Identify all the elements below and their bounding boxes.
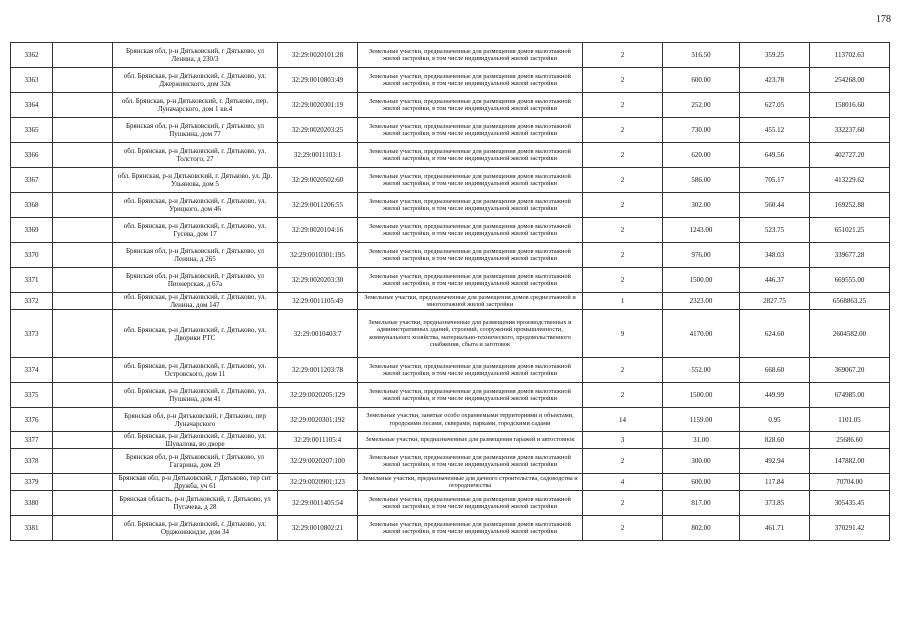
group-cell: 3 (583, 432, 663, 449)
address-cell: Брянская область, р-н Дятьковский, г. Дятьково, ул Пугачева, д 28 (113, 491, 278, 516)
group-cell: 2 (583, 43, 663, 68)
table-row (11, 310, 890, 358)
area-cell: 802.00 (663, 516, 740, 541)
table-row (11, 358, 890, 383)
row-number-cell: 3373 (11, 310, 53, 358)
group-cell: 2 (583, 491, 663, 516)
table-row (11, 168, 890, 193)
area-cell: 2323.00 (663, 293, 740, 310)
group-cell: 2 (583, 93, 663, 118)
cadastral-value-cell: 113702.63 (810, 43, 890, 68)
group-cell: 2 (583, 358, 663, 383)
land-use-cell: Земельные участки, предназначенные для размещения производственных и административных зданий, строений, сооружений промышленности, коммунального хозяйства, материально-технического, продовольственного снабжения, сбыта и заготовок (358, 310, 583, 358)
table-row (11, 118, 890, 143)
cadastral-value-cell: 669555.00 (810, 268, 890, 293)
specific-value-cell: 705.17 (740, 168, 810, 193)
cadastral-number-cell: 32:29:0011105:4 (278, 432, 358, 449)
area-cell: 600.00 (663, 474, 740, 491)
cadastral-value-cell: 2604582.00 (810, 310, 890, 358)
row-number-cell: 3380 (11, 491, 53, 516)
page-number: 178 (876, 14, 891, 25)
specific-value-cell: 449.99 (740, 383, 810, 408)
cadastral-value-cell: 254268.00 (810, 68, 890, 93)
table-row (11, 193, 890, 218)
address-cell: обл. Брянская, р-н Дятьковский, г. Дятьково, ул. Гусева, дом 17 (113, 218, 278, 243)
address-cell: обл. Брянская, р-н Дятьковский, г. Дятьково, ул. Урицкого, дом 46 (113, 193, 278, 218)
cadastral-number-cell: 32:29:0011103:1 (278, 143, 358, 168)
cadastral-number-cell: 32:29:0020203:30 (278, 268, 358, 293)
row-number-cell: 3379 (11, 474, 53, 491)
land-use-cell: Земельные участки, предназначенные для размещения гаражей и автостоянок (358, 432, 583, 449)
address-cell: Брянская обл, р-н Дятьковский, г Дятьково, ул Гагарина, дом 29 (113, 449, 278, 474)
specific-value-cell: 492.94 (740, 449, 810, 474)
land-use-cell: Земельные участки, предназначенные для дачного строительства, садоводства и огородничества (358, 474, 583, 491)
address-cell: Брянская обл, р-н Дятьковский, г Дятьково, ул Ленина, д 265 (113, 243, 278, 268)
specific-value-cell: 2827.75 (740, 293, 810, 310)
row-number-cell: 3381 (11, 516, 53, 541)
land-use-cell: Земельные участки, предназначенные для размещения домов малоэтажной жилой застройки, в том числе индивидуальной жилой застройки (358, 93, 583, 118)
area-cell: 552.00 (663, 358, 740, 383)
cadastral-value-cell: 369067.20 (810, 358, 890, 383)
blank-cell (53, 383, 113, 408)
address-cell: Брянская обл, р-н Дятьковский, г Дятьково, тер снт Дружба, уч 61 (113, 474, 278, 491)
land-use-cell: Земельные участки, занятые особо охраняемыми территориями и объектами, городскими лесами, скверами, парками, городскими садами (358, 408, 583, 432)
table-row (11, 432, 890, 449)
table-row (11, 516, 890, 541)
row-number-cell: 3367 (11, 168, 53, 193)
blank-cell (53, 358, 113, 383)
area-cell: 586.00 (663, 168, 740, 193)
blank-cell (53, 268, 113, 293)
group-cell: 2 (583, 68, 663, 93)
cadastral-value-cell: 370291.42 (810, 516, 890, 541)
cadastral-number-cell: 32:29:0020301:19 (278, 93, 358, 118)
blank-cell (53, 143, 113, 168)
land-registry-table (10, 42, 890, 541)
cadastral-value-cell: 402727.20 (810, 143, 890, 168)
cadastral-value-cell: 305435.45 (810, 491, 890, 516)
cadastral-number-cell: 32:29:0011203:78 (278, 358, 358, 383)
address-cell: обл. Брянская, р-н Дятьковский, г. Дятьково, ул. Шувалова, во дворе (113, 432, 278, 449)
cadastral-number-cell: 32:29:0020502:60 (278, 168, 358, 193)
table-row (11, 491, 890, 516)
cadastral-number-cell: 32:29:0020101:28 (278, 43, 358, 68)
land-use-cell: Земельные участки, предназначенные для размещения домов малоэтажной жилой застройки, в том числе индивидуальной жилой застройки (358, 218, 583, 243)
address-cell: обл. Брянская, р-н Дятьковский, г. Дятьково, ул. Островского, дом 11 (113, 358, 278, 383)
land-use-cell: Земельные участки, предназначенные для размещения домов малоэтажной жилой застройки, в том числе индивидуальной жилой застройки (358, 268, 583, 293)
blank-cell (53, 516, 113, 541)
specific-value-cell: 359.25 (740, 43, 810, 68)
blank-cell (53, 310, 113, 358)
address-cell: обл. Брянская, р-н Дятьковский, г. Дятьково, ул. Орджоникидзе, дом 34 (113, 516, 278, 541)
row-number-cell: 3372 (11, 293, 53, 310)
group-cell: 14 (583, 408, 663, 432)
blank-cell (53, 432, 113, 449)
specific-value-cell: 0.95 (740, 408, 810, 432)
row-number-cell: 3362 (11, 43, 53, 68)
row-number-cell: 3366 (11, 143, 53, 168)
area-cell: 316.50 (663, 43, 740, 68)
row-number-cell: 3370 (11, 243, 53, 268)
table-row (11, 143, 890, 168)
land-use-cell: Земельные участки, предназначенные для размещения домов малоэтажной жилой застройки, в том числе индивидуальной жилой застройки (358, 68, 583, 93)
cadastral-number-cell: 32:29:0020301:192 (278, 408, 358, 432)
row-number-cell: 3375 (11, 383, 53, 408)
row-number-cell: 3369 (11, 218, 53, 243)
table-row (11, 218, 890, 243)
table-row (11, 408, 890, 432)
area-cell: 252.00 (663, 93, 740, 118)
cadastral-value-cell: 158016.60 (810, 93, 890, 118)
land-use-cell: Земельные участки, предназначенные для размещения домов малоэтажной жилой застройки, в том числе индивидуальной жилой застройки (358, 118, 583, 143)
address-cell: обл. Брянская, р-н Дятьковский, г. Дятьково, ул. Ленина, дом 147 (113, 293, 278, 310)
blank-cell (53, 449, 113, 474)
cadastral-value-cell: 332237.60 (810, 118, 890, 143)
land-use-cell: Земельные участки, предназначенные для размещения домов малоэтажной жилой застройки, в том числе индивидуальной жилой застройки (358, 193, 583, 218)
land-use-cell: Земельные участки, предназначенные для размещения домов малоэтажной жилой застройки, в том числе индивидуальной жилой застройки (358, 516, 583, 541)
specific-value-cell: 523.75 (740, 218, 810, 243)
land-use-cell: Земельные участки, предназначенные для размещения домов малоэтажной жилой застройки, в том числе индивидуальной жилой застройки (358, 358, 583, 383)
cadastral-value-cell: 339677.28 (810, 243, 890, 268)
specific-value-cell: 373.85 (740, 491, 810, 516)
cadastral-value-cell: 1101.05 (810, 408, 890, 432)
specific-value-cell: 423.78 (740, 68, 810, 93)
land-use-cell: Земельные участки, предназначенные для размещения домов малоэтажной жилой застройки, в том числе индивидуальной жилой застройки (358, 243, 583, 268)
area-cell: 620.00 (663, 143, 740, 168)
address-cell: обл. Брянская, р-н Дятьковский, г. Дятьково, ул. Пушкина, дом 41 (113, 383, 278, 408)
land-use-cell: Земельные участки, предназначенные для размещения домов малоэтажной жилой застройки, в том числе индивидуальной жилой застройки (358, 168, 583, 193)
group-cell: 2 (583, 218, 663, 243)
specific-value-cell: 828.60 (740, 432, 810, 449)
cadastral-number-cell: 32:29:0020205:129 (278, 383, 358, 408)
land-use-cell: Земельные участки, предназначенные для размещения домов малоэтажной жилой застройки, в том числе индивидуальной жилой застройки (358, 383, 583, 408)
blank-cell (53, 168, 113, 193)
table-row (11, 68, 890, 93)
cadastral-number-cell: 32:29:0010803:49 (278, 68, 358, 93)
specific-value-cell: 668.60 (740, 358, 810, 383)
area-cell: 300.00 (663, 449, 740, 474)
group-cell: 2 (583, 449, 663, 474)
table-row (11, 43, 890, 68)
table-row (11, 383, 890, 408)
specific-value-cell: 624.60 (740, 310, 810, 358)
row-number-cell: 3368 (11, 193, 53, 218)
table-row (11, 293, 890, 310)
group-cell: 2 (583, 168, 663, 193)
table-row (11, 449, 890, 474)
table-row (11, 474, 890, 491)
group-cell: 2 (583, 143, 663, 168)
row-number-cell: 3378 (11, 449, 53, 474)
area-cell: 4170.00 (663, 310, 740, 358)
blank-cell (53, 68, 113, 93)
group-cell: 1 (583, 293, 663, 310)
blank-cell (53, 293, 113, 310)
blank-cell (53, 43, 113, 68)
cadastral-number-cell: 32:29:0020203:25 (278, 118, 358, 143)
cadastral-value-cell: 70704.00 (810, 474, 890, 491)
cadastral-value-cell: 674985.00 (810, 383, 890, 408)
address-cell: обл. Брянская, р-н Дятьковский, г. Дятьково, ул. Джержинского, дом 32в (113, 68, 278, 93)
area-cell: 1500.00 (663, 268, 740, 293)
land-use-cell: Земельные участки, предназначенные для размещения домов малоэтажной жилой застройки, в том числе индивидуальной жилой застройки (358, 491, 583, 516)
group-cell: 2 (583, 383, 663, 408)
address-cell: Брянская обл, р-н Дятьковский, г Дятьково, ул Пушкина, дом 77 (113, 118, 278, 143)
area-cell: 1159.00 (663, 408, 740, 432)
area-cell: 1500.00 (663, 383, 740, 408)
cadastral-value-cell: 25686.60 (810, 432, 890, 449)
address-cell: Брянская обл, р-н Дятьковский, г Дятьково, ул Ленина, д 230/3 (113, 43, 278, 68)
row-number-cell: 3374 (11, 358, 53, 383)
row-number-cell: 3371 (11, 268, 53, 293)
specific-value-cell: 649.56 (740, 143, 810, 168)
land-use-cell: Земельные участки, предназначенные для размещения домов малоэтажной жилой застройки, в том числе индивидуальной жилой застройки (358, 43, 583, 68)
row-number-cell: 3364 (11, 93, 53, 118)
cadastral-value-cell: 413229.62 (810, 168, 890, 193)
cadastral-number-cell: 32:29:0010802:21 (278, 516, 358, 541)
specific-value-cell: 117.84 (740, 474, 810, 491)
cadastral-value-cell: 651021.25 (810, 218, 890, 243)
blank-cell (53, 218, 113, 243)
address-cell: обл. Брянская, р-н Дятьковский, г. Дятьково, ул. Др. Ульянова, дом 5 (113, 168, 278, 193)
address-cell: обл. Брянская, р-н Дятьковский, г. Дятьково, пер. Луначарского, дом 1 кв.4 (113, 93, 278, 118)
group-cell: 2 (583, 268, 663, 293)
cadastral-number-cell: 32:29:0020901:123 (278, 474, 358, 491)
cadastral-value-cell: 169252.88 (810, 193, 890, 218)
specific-value-cell: 348.03 (740, 243, 810, 268)
area-cell: 31.00 (663, 432, 740, 449)
land-use-cell: Земельные участки, предназначенные для размещения домов малоэтажной жилой застройки, в том числе индивидуальной жилой застройки (358, 449, 583, 474)
area-cell: 730.00 (663, 118, 740, 143)
table-body (11, 43, 890, 541)
cadastral-number-cell: 32:29:0011105:49 (278, 293, 358, 310)
address-cell: обл. Брянская, р-н Дятьковский, г. Дятьково, ул. Дворики РТС (113, 310, 278, 358)
blank-cell (53, 93, 113, 118)
blank-cell (53, 491, 113, 516)
group-cell: 2 (583, 118, 663, 143)
row-number-cell: 3376 (11, 408, 53, 432)
area-cell: 1243.00 (663, 218, 740, 243)
cadastral-number-cell: 32:29:0020207:100 (278, 449, 358, 474)
area-cell: 600.00 (663, 68, 740, 93)
cadastral-number-cell: 32:29:0010301:195 (278, 243, 358, 268)
cadastral-value-cell: 6568863.25 (810, 293, 890, 310)
specific-value-cell: 446.37 (740, 268, 810, 293)
blank-cell (53, 474, 113, 491)
blank-cell (53, 243, 113, 268)
area-cell: 976.00 (663, 243, 740, 268)
group-cell: 2 (583, 243, 663, 268)
table-row (11, 268, 890, 293)
blank-cell (53, 193, 113, 218)
cadastral-number-cell: 32:29:0011405:54 (278, 491, 358, 516)
cadastral-number-cell: 32:29:0011206:55 (278, 193, 358, 218)
group-cell: 2 (583, 193, 663, 218)
group-cell: 4 (583, 474, 663, 491)
cadastral-number-cell: 32:29:0010403:7 (278, 310, 358, 358)
row-number-cell: 3377 (11, 432, 53, 449)
cadastral-value-cell: 147882.00 (810, 449, 890, 474)
row-number-cell: 3365 (11, 118, 53, 143)
specific-value-cell: 455.12 (740, 118, 810, 143)
specific-value-cell: 461.71 (740, 516, 810, 541)
specific-value-cell: 560.44 (740, 193, 810, 218)
group-cell: 2 (583, 516, 663, 541)
area-cell: 817.00 (663, 491, 740, 516)
address-cell: Брянская обл, р-н Дятьковский, г Дятьково, пер Луначарского (113, 408, 278, 432)
blank-cell (53, 118, 113, 143)
address-cell: Брянская обл, р-н Дятьковский, г Дятьково, ул Пионерская, д 67а (113, 268, 278, 293)
table-row (11, 243, 890, 268)
specific-value-cell: 627.05 (740, 93, 810, 118)
cadastral-number-cell: 32:29:0020104:16 (278, 218, 358, 243)
address-cell: обл. Брянская, р-н Дятьковский, г. Дятьково, ул. Толстого, 27 (113, 143, 278, 168)
row-number-cell: 3363 (11, 68, 53, 93)
table-row (11, 93, 890, 118)
area-cell: 302.00 (663, 193, 740, 218)
group-cell: 9 (583, 310, 663, 358)
land-use-cell: Земельные участки, предназначенные для размещения домов малоэтажной жилой застройки, в том числе индивидуальной жилой застройки (358, 143, 583, 168)
blank-cell (53, 408, 113, 432)
land-use-cell: Земельные участки, предназначенные для размещения домов среднеэтажной и многоэтажной жилой застройки (358, 293, 583, 310)
